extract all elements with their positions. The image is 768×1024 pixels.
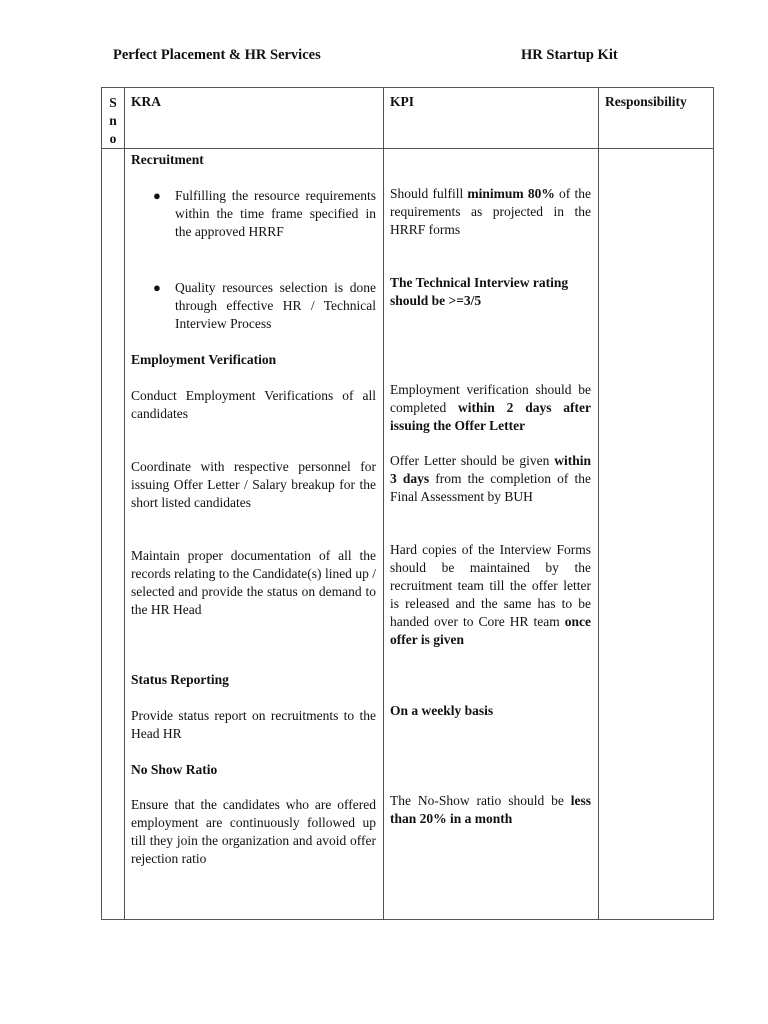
kpi-item: Hard copies of the Interview Forms should be maintained by the recruitment team till the offer letter is released and the same has to be handed over to Core HR team once offer is given xyxy=(390,542,591,647)
kpi-cell xyxy=(384,149,599,920)
no-show-ratio-heading: No Show Ratio xyxy=(131,762,218,777)
status-reporting-heading: Status Reporting xyxy=(131,672,229,687)
kra-item: Ensure that the candidates who are offered employment are continuously followed up till they join the organization and avoid offer rejection ratio xyxy=(131,797,376,866)
kra-cell xyxy=(125,149,384,920)
kra-item: Maintain proper documentation of all the records relating to the Candidate(s) lined up / selected and provide the status on demand to the HR Head xyxy=(131,548,376,617)
bullet-dot-icon: ● xyxy=(153,280,161,295)
kra-item: Provide status report on recruitments to the Head HR xyxy=(131,708,376,741)
sno-letter: S xyxy=(109,95,117,110)
table-header-row xyxy=(102,88,714,149)
kpi-item: Offer Letter should be given within 3 days from the completion of the Final Assessment by BUH xyxy=(390,453,591,504)
kpi-item: Employment verification should be completed within 2 days after issuing the Offer Letter xyxy=(390,382,591,433)
kra-item: Conduct Employment Verifications of all candidates xyxy=(131,388,376,421)
sno-letter: n xyxy=(109,113,117,128)
responsibility-cell xyxy=(599,149,714,920)
kra-bullet-text: Fulfilling the resource requirements within the time frame specified in the approved HRRF xyxy=(175,188,376,239)
column-header-responsibility: Responsibility xyxy=(599,88,714,149)
recruitment-heading: Recruitment xyxy=(131,152,204,167)
kra-bullet-item xyxy=(131,279,376,333)
header-right-title: HR Startup Kit xyxy=(521,47,618,63)
kra-bullet-text: Quality resources selection is done through effective HR / Technical Interview Process xyxy=(175,280,376,331)
header-left-title: Perfect Placement & HR Services xyxy=(113,47,321,63)
kra-bullet-item xyxy=(131,187,376,241)
table-row xyxy=(102,149,714,920)
column-header-kra: KRA xyxy=(125,88,384,149)
sno-letter: o xyxy=(109,131,117,146)
kra-item: Coordinate with respective personnel for issuing Offer Letter / Salary breakup for the short listed candidates xyxy=(131,459,376,510)
kpi-item: Should fulfill minimum 80% of the requirements as projected in the HRRF forms xyxy=(390,186,591,237)
kpi-item: The No-Show ratio should be less than 20% in a month xyxy=(390,793,591,826)
sno-cell xyxy=(102,149,125,920)
kpi-item: The Technical Interview rating should be >=3/5 xyxy=(390,275,569,308)
bullet-dot-icon: ● xyxy=(153,188,161,203)
column-header-sno xyxy=(102,88,125,149)
kpi-item: On a weekly basis xyxy=(390,703,494,718)
column-header-kpi: KPI xyxy=(384,88,599,149)
employment-verification-heading: Employment Verification xyxy=(131,352,277,367)
kra-kpi-table xyxy=(101,87,714,920)
